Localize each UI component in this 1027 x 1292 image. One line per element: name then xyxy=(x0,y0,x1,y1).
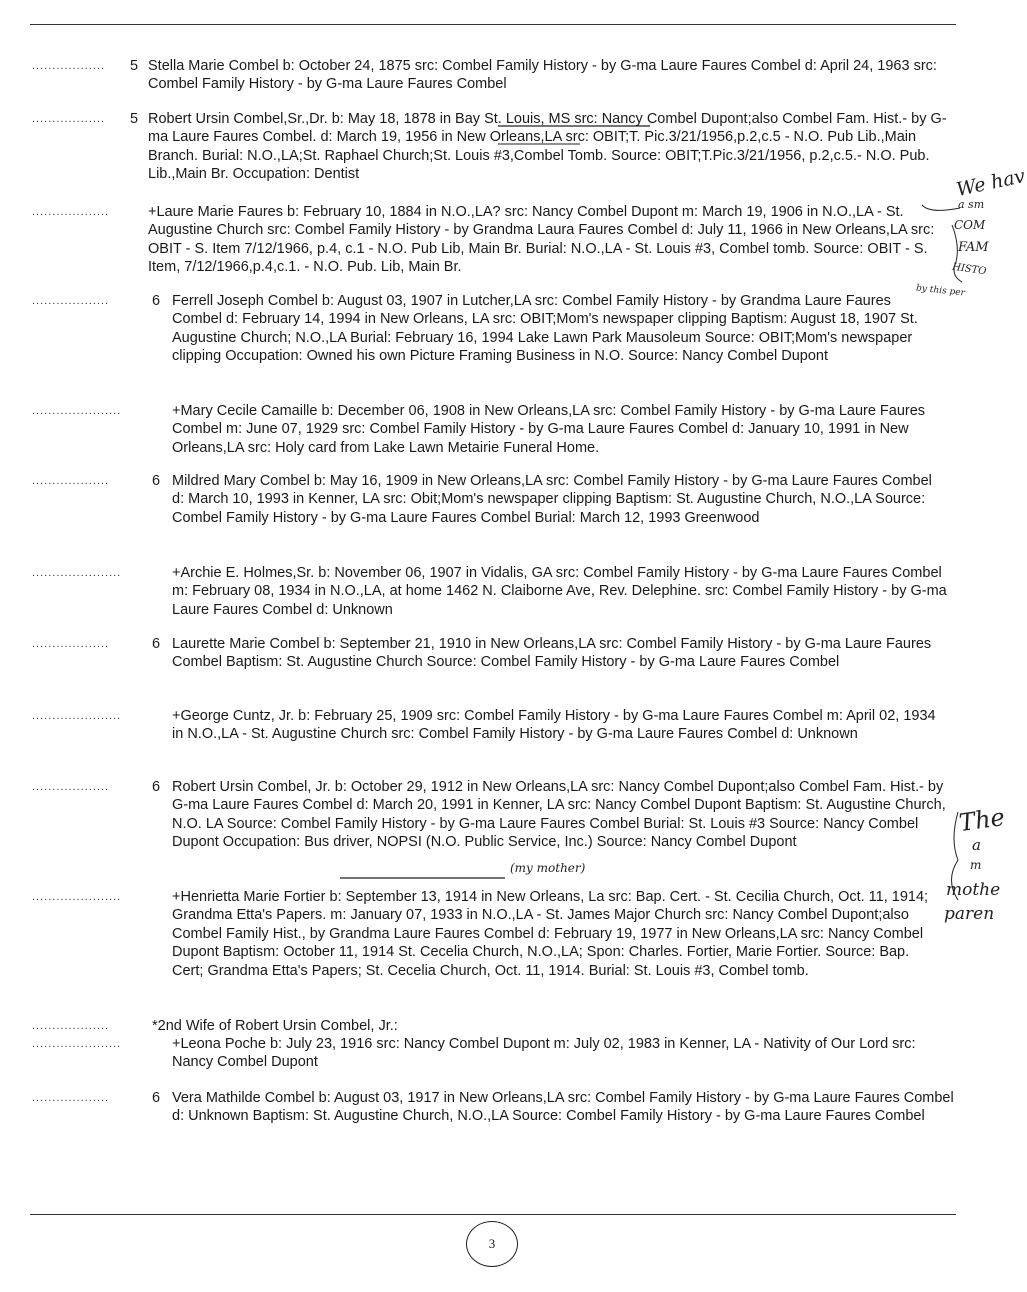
generation-number: 5 xyxy=(130,111,139,127)
genealogy-entry: Robert Ursin Combel,Sr.,Dr. b: May 18, 1878 in Bay St. Louis, MS src: Nancy Combel Dupont;also Combel Fam. Hist.- by G-ma Laure Faures Combel. d: March 19, 1956 in New Orleans,LA src: OBIT;T. Pic.3/21/1956,p.2,c.5 - N.O. Pub Lib.,Main Branch. Burial: N.O.,LA;St. Raphael Church;St. Louis #3,Combel Tomb. Source: OBIT;T.Pic.3/21/1956, p.2,c.5.- N.O. Pub. Lib.,Main Br. Occupation: Dentist xyxy=(148,111,947,183)
generation-number: 6 xyxy=(152,473,161,489)
second-wife-note: *2nd Wife of Robert Ursin Combel, Jr.: xyxy=(152,1018,398,1034)
handwritten-note: a sm xyxy=(958,198,985,211)
handwritten-note: HISTO xyxy=(951,261,987,278)
handwritten-note: a xyxy=(972,836,981,854)
handwritten-note: m xyxy=(970,858,982,872)
generation-number: 6 xyxy=(152,1090,161,1106)
leader-dots: ...................... xyxy=(32,567,122,579)
genealogy-entry: +George Cuntz, Jr. b: February 25, 1909 src: Combel Family History - by G-ma Laure Faures Combel m: April 02, 1934 in N.O.,LA - St. Augustine Church src: Combel Family History - by G-ma Laure Faures Combel d: Unknown xyxy=(172,708,936,743)
genealogy-entry: Mildred Mary Combel b: May 16, 1909 in New Orleans,LA src: Combel Family History - by G-ma Laure Faures Combel d: March 10, 1993 in Kenner, LA src: Obit;Mom's newspaper clipping Baptism: St. Augustine Church, N.O.,LA Source: Combel Family History - by G-ma Laure Faures Combel Burial: March 12, 1993 Greenwood xyxy=(172,473,932,526)
leader-dots: ...................... xyxy=(32,710,122,722)
genealogy-entry: Laurette Marie Combel b: September 21, 1910 in New Orleans,LA src: Combel Family History - by G-ma Laure Faures Combel Baptism: St. Augustine Church Source: Combel Family History - by G-ma Laure Faures Combel xyxy=(172,636,932,671)
handwritten-note: COM xyxy=(954,218,986,232)
handwritten-note: FAM xyxy=(958,240,989,255)
genealogy-entry: Vera Mathilde Combel b: August 03, 1917 in New Orleans,LA src: Combel Family History - by G-ma Laure Faures Combel d: Unknown Baptism: St. Augustine Church, N.O.,LA Source: Combel Family History - by G-ma Laure Faures Combel xyxy=(172,1090,954,1125)
page-number: 3 xyxy=(466,1221,518,1267)
genealogy-entry: +Laure Marie Faures b: February 10, 1884 in N.O.,LA? src: Nancy Combel Dupont m: March 19, 1906 in N.O.,LA - St. Augustine Church src: Combel Family History - by Grandma Laura Faures Combel d: July 11, 1966 in New Orleans,LA src: OBIT - S. Item 7/12/1966, p.4, c.1 - N.O. Pub Lib, Main Br. Burial: N.O.,LA - St. Louis #3, Combel tomb. Source: OBIT - S. Item, 7/12/1966,p.4,c.1. - N.O. Pub. Lib, Main Br. xyxy=(148,204,935,276)
leader-dots: ................... xyxy=(32,475,110,487)
generation-number: 6 xyxy=(152,293,161,309)
leader-dots: ................... xyxy=(32,295,110,307)
handwritten-note: by this per xyxy=(915,283,966,299)
handwritten-note: The xyxy=(957,802,1007,838)
leader-dots: .................. xyxy=(32,113,106,125)
generation-number: 5 xyxy=(130,58,139,74)
leader-dots: ................... xyxy=(32,206,110,218)
handwritten-note: mothe xyxy=(946,880,1001,900)
genealogy-entry: +Leona Poche b: July 23, 1916 src: Nancy Combel Dupont m: July 02, 1983 in Kenner, LA - Nativity of Our Lord src: Nancy Combel Dupont xyxy=(172,1036,916,1071)
handwritten-note: (my mother) xyxy=(510,861,586,875)
bottom-rule xyxy=(30,1214,956,1215)
leader-dots: ................... xyxy=(32,1092,110,1104)
genealogy-entry: +Henrietta Marie Fortier b: September 13, 1914 in New Orleans, La src: Bap. Cert. - St. Cecilia Church, Oct. 11, 1914; Grandma Etta's Papers. m: January 07, 1933 in N.O.,LA - St. James Major Church src: Nancy Combel Dupont;also Combel Family Hist., by Grandma Laure Faures Combel d: February 19, 1977 in New Orleans,LA src: Nancy Combel Dupont Baptism: October 11, 1914 St. Cecelia Church, N.O.,LA; Spon: Charles. Fortier, Marie Fortier. Source: Bap. Cert; Grandma Etta's Papers; St. Cecelia Church, Oct. 11, 1914. Burial: St. Louis #3, Combel tomb. xyxy=(172,889,929,979)
generation-number: 6 xyxy=(152,636,161,652)
generation-number: 6 xyxy=(152,779,161,795)
genealogy-entry: +Archie E. Holmes,Sr. b: November 06, 1907 in Vidalis, GA src: Combel Family History - by G-ma Laure Faures Combel m: February 08, 1934 in N.O.,LA, at home 1462 N. Claiborne Ave, Rev. Delephine. src: Combel Family History - by G-ma Laure Faures Combel d: Unknown xyxy=(172,565,947,618)
leader-dots: .................. xyxy=(32,60,106,72)
leader-dots: ................... xyxy=(32,638,110,650)
handwritten-note: We hav xyxy=(954,165,1027,201)
handwritten-note: paren xyxy=(944,904,995,924)
top-rule xyxy=(30,24,956,25)
genealogy-entry: +Mary Cecile Camaille b: December 06, 1908 in New Orleans,LA src: Combel Family History - by G-ma Laure Faures Combel m: June 07, 1929 src: Combel Family History - by G-ma Laure Faures Combel d: January 10, 1991 in New Orleans,LA src: Holy card from Lake Lawn Metairie Funeral Home. xyxy=(172,403,926,456)
genealogy-entry: Ferrell Joseph Combel b: August 03, 1907 in Lutcher,LA src: Combel Family History - by Grandma Laure Faures Combel d: February 14, 1994 in New Orleans, LA src: OBIT;Mom's newspaper clipping Baptism: August 18, 1907 St. Augustine Church; N.O.,LA Burial: February 16, 1994 Lake Lawn Park Mausoleum Source: OBIT;Mom's newspaper clipping Occupation: Owned his own Picture Framing Business in N.O. Source: Nancy Combel Dupont xyxy=(172,293,918,365)
leader-dots: ...................... xyxy=(32,405,122,417)
leader-dots: ................... xyxy=(32,781,110,793)
leader-dots: ................... xyxy=(32,1020,110,1032)
genealogy-entry: Stella Marie Combel b: October 24, 1875 src: Combel Family History - by G-ma Laure Faures Combel d: April 24, 1963 src: Combel Family History - by G-ma Laure Faures Combel xyxy=(148,58,937,93)
genealogy-entry: Robert Ursin Combel, Jr. b: October 29, 1912 in New Orleans,LA src: Nancy Combel Dupont;also Combel Fam. Hist.- by G-ma Laure Faures Combel d: March 20, 1991 in Kenner, LA src: Nancy Combel Dupont Baptism: St. Augustine Church, N.O. LA Source: Combel Family History - by G-ma Laure Faures Combel Burial: St. Louis #3 Source: Nancy Combel Dupont Occupation: Bus driver, NOPSI (N.O. Public Service, Inc.) Source: Nancy Combel Dupont xyxy=(172,779,946,851)
leader-dots: ...................... xyxy=(32,891,122,903)
leader-dots: ...................... xyxy=(32,1038,122,1050)
